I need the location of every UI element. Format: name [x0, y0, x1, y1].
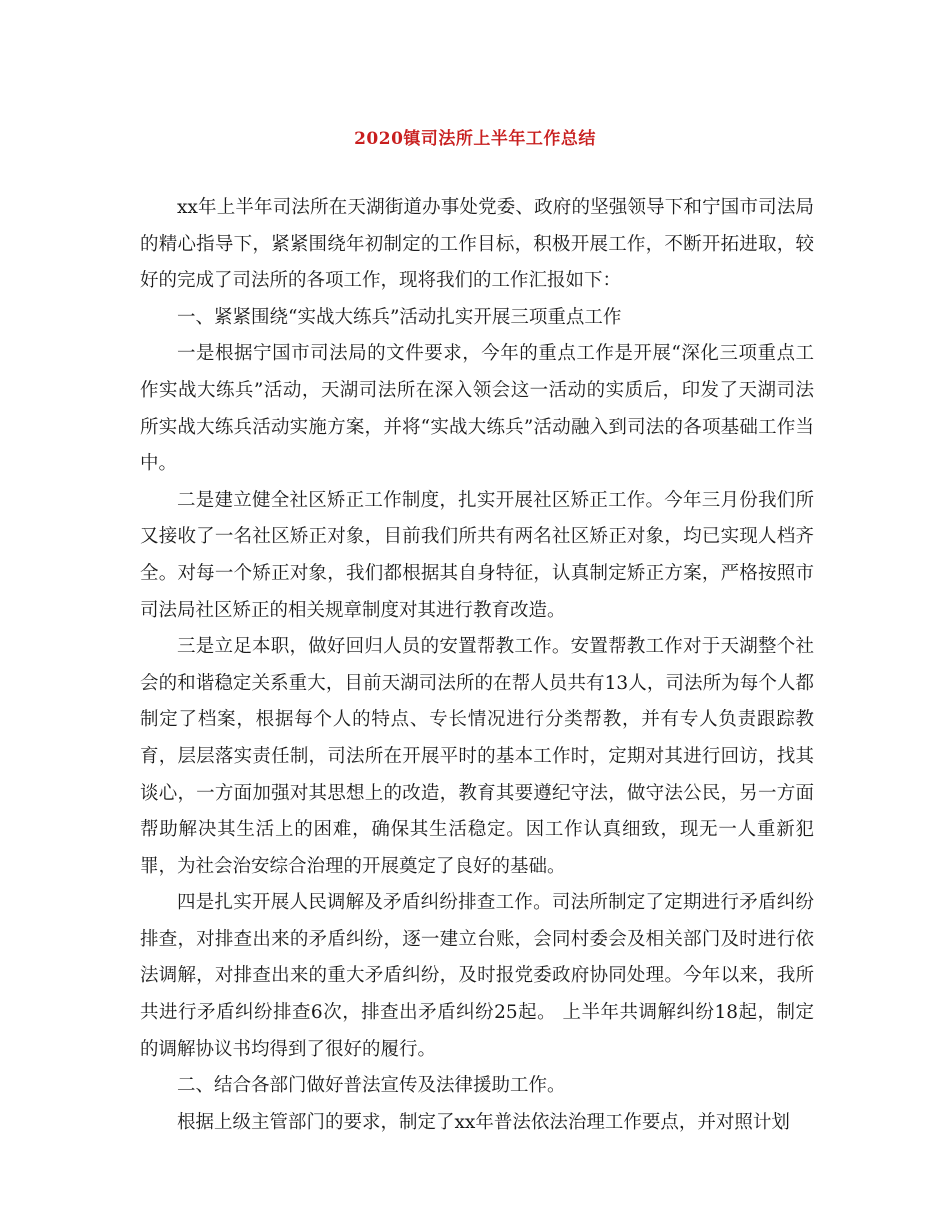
paragraph-section-2: 根据上级主管部门的要求，制定了xx年普法依法治理工作要点，并对照计划 [177, 1111, 790, 1133]
paragraph-item-4: 四是扎实开展人民调解及矛盾纠纷排查工作。司法所制定了定期进行矛盾纠纷排查，对排查出来的矛盾纠纷，逐一建立台账，会同村委会及相关部门及时进行依法调解，对排查出来的重大矛盾纠纷，及时报党委政府协同处理。今年以来，我所共进行矛盾纠纷排查6次，排查出矛盾纠纷25起。 上半年共调解纠纷18起，制定的调解协议书均得到了很好的履行。 [140, 892, 814, 1060]
document-title: 2020镇司法所上半年工作总结 [354, 129, 596, 149]
paragraph-item-3: 三是立足本职，做好回归人员的安置帮教工作。安置帮教工作对于天湖整个社会的和谐稳定关系重大，目前天湖司法所的在帮人员共有13人，司法所为每个人都制定了档案，根据每个人的特点、专长情况进行分类帮教，并有专人负责跟踪教育，层层落实责任制，司法所在开展平时的基本工作时，定期对其进行回访，找其谈心，一方面加强对其思想上的改造，教育其要遵纪守法，做守法公民，另一方面帮助解决其生活上的困难，确保其生活稳定。因工作认真细致，现无一人重新犯罪，为社会治安综合治理的开展奠定了良好的基础。 [140, 636, 814, 877]
section-heading-2: 二、结合各部门做好普法宣传及法律援助工作。 [177, 1075, 566, 1097]
paragraph-item-1: 一是根据宁国市司法局的文件要求，今年的重点工作是开展“深化三项重点工作实战大练兵”活动，天湖司法所在深入领会这一活动的实质后，印发了天湖司法所实战大练兵活动实施方案，并将“实战大练兵”活动融入到司法的各项基础工作当中。 [140, 343, 814, 475]
paragraph-intro: xx年上半年司法所在天湖街道办事处党委、政府的坚强领导下和宁国市司法局的精心指导下，紧紧围绕年初制定的工作目标，积极开展工作，不断开拓进取，较好的完成了司法所的各项工作，现将我们的工作汇报如下： [140, 197, 814, 292]
document-body [140, 190, 814, 1141]
section-heading-1: 一、紧紧围绕“实战大练兵”活动扎实开展三项重点工作 [177, 306, 622, 328]
paragraph-item-2: 二是建立健全社区矫正工作制度，扎实开展社区矫正工作。今年三月份我们所又接收了一名社区矫正对象，目前我们所共有两名社区矫正对象，均已实现人档齐全。对每一个矫正对象，我们都根据其自身特征，认真制定矫正方案，严格按照市司法局社区矫正的相关规章制度对其进行教育改造。 [140, 489, 814, 621]
